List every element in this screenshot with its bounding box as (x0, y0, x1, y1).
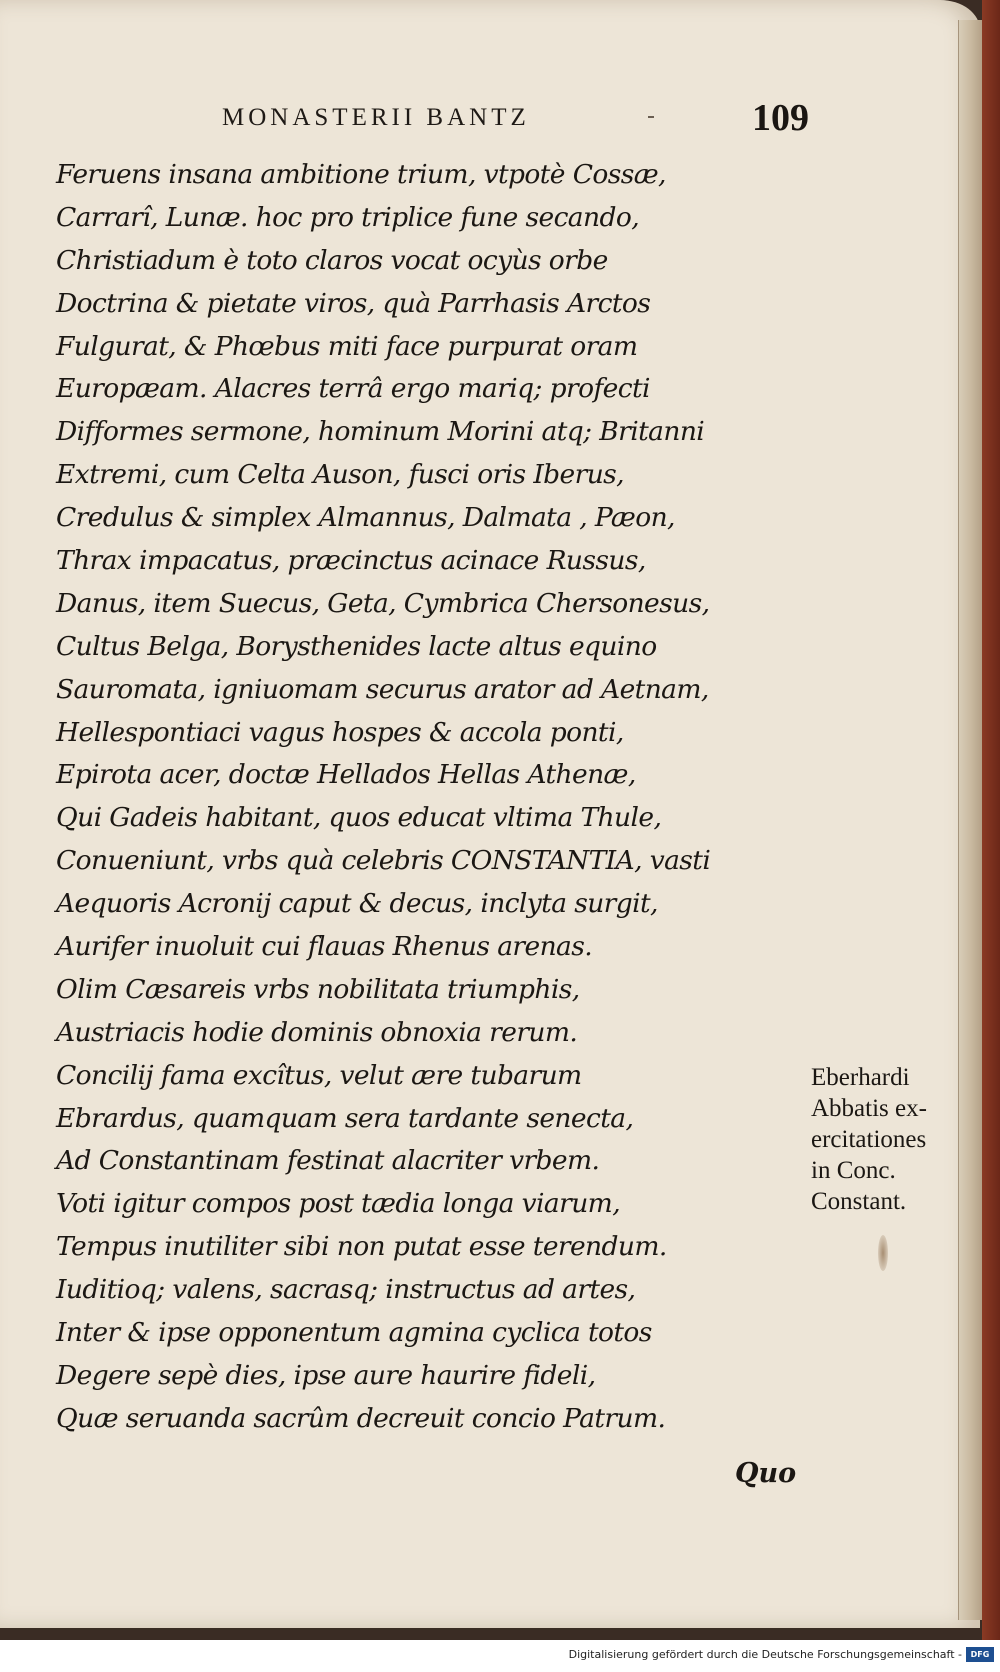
verse-line: Danus, item Suecus, Geta, Cymbrica Chersonesus, (56, 587, 710, 619)
page-number: 109 (752, 97, 809, 139)
red-fore-edge (982, 0, 1000, 1640)
verse-line: Aequoris Acronij caput & decus, inclyta surgit, (56, 888, 658, 920)
verse-line: Quæ seruanda sacrûm decreuit concio Patrum. (56, 1402, 666, 1434)
verse-line: Cultus Belga, Borysthenides lacte altus equino (56, 630, 657, 662)
verse-line: Feruens insana ambitione trium, vtpotè Cossæ, (56, 159, 666, 190)
verse-line: Fulgurat, & Phœbus miti face purpurat oram (56, 330, 638, 362)
marginal-note (811, 1062, 971, 1217)
running-title: MONASTERII BANTZ (222, 104, 530, 131)
verse-line: Carrarî, Lunæ. hoc pro triplice fune secando, (56, 201, 640, 233)
verse-line: Difformes sermone, hominum Morini atq; Britanni (56, 416, 705, 448)
marginal-note-line: ercitationes (811, 1126, 927, 1153)
verse-line: Concilij fama excîtus, velut ære tubarum (56, 1059, 582, 1091)
paper-stain (878, 1235, 888, 1271)
verse-line: Ebrardus, quamquam sera tardante senecta, (56, 1102, 634, 1134)
verse-line: Voti igitur compos post tædia longa viarum, (56, 1188, 621, 1220)
verse-line: Credulus & simplex Almannus, Dalmata , Pæon, (56, 502, 675, 534)
page-header (222, 97, 809, 139)
marginal-note-line: Constant. (811, 1188, 907, 1215)
digitization-footer (0, 1640, 1000, 1672)
verse-line: Degere sepè dies, ipse aure haurire fideli, (56, 1359, 596, 1391)
verse-line: Europæam. Alacres terrâ ergo mariq; profecti (56, 373, 650, 405)
verse-text-block (56, 154, 756, 1441)
verse-line: Aurifer inuoluit cui flauas Rhenus arenas. (56, 931, 593, 963)
verse-line: Sauromata, igniuomam securus arator ad Aetnam, (56, 673, 709, 705)
verse-line: Tempus inutiliter sibi non putat esse terendum. (56, 1231, 667, 1263)
verse-line: Thrax impacatus, præcinctus acinace Russus, (56, 545, 646, 577)
funding-credit: Digitalisierung gefördert durch die Deutsche Forschungsgemeinschaft - (568, 1648, 962, 1661)
marginal-note-line: Eberhardi (811, 1064, 910, 1091)
verse-line: Doctrina & pietate viros, quà Parrhasis Arctos (56, 287, 651, 319)
verse-line: Epirota acer, doctæ Hellados Hellas Athenæ, (56, 759, 636, 791)
marginal-note-line: in Conc. (811, 1157, 896, 1184)
marginal-note-line: Abbatis ex- (811, 1095, 927, 1122)
verse-line: Olim Cæsareis vrbs nobilitata triumphis, (56, 973, 580, 1005)
verse-line: Hellespontiaci vagus hospes & accola ponti, (56, 716, 624, 748)
verse-line: Extremi, cum Celta Auson, fusci oris Iberus, (56, 459, 624, 491)
verse-line: Inter & ipse opponentum agmina cyclica totos (56, 1317, 652, 1349)
page-stack-edge (958, 20, 983, 1620)
verse-line: Iuditioq; valens, sacrasq; instructus ad artes, (56, 1274, 636, 1306)
verse-line: Conueniunt, vrbs quà celebris CONSTANTIA, vasti (56, 845, 711, 877)
verse-line: Ad Constantinam festinat alacriter vrbem. (56, 1145, 600, 1177)
verse-line: Austriacis hodie dominis obnoxia rerum. (56, 1016, 578, 1048)
verse-line: Qui Gadeis habitant, quos educat vltima Thule, (56, 802, 662, 834)
catchword: Quo (735, 1458, 797, 1489)
header-ornament (648, 116, 654, 118)
verse-line: Christiadum è toto claros vocat ocyùs orbe (56, 244, 608, 276)
dfg-logo: DFG (966, 1647, 994, 1662)
